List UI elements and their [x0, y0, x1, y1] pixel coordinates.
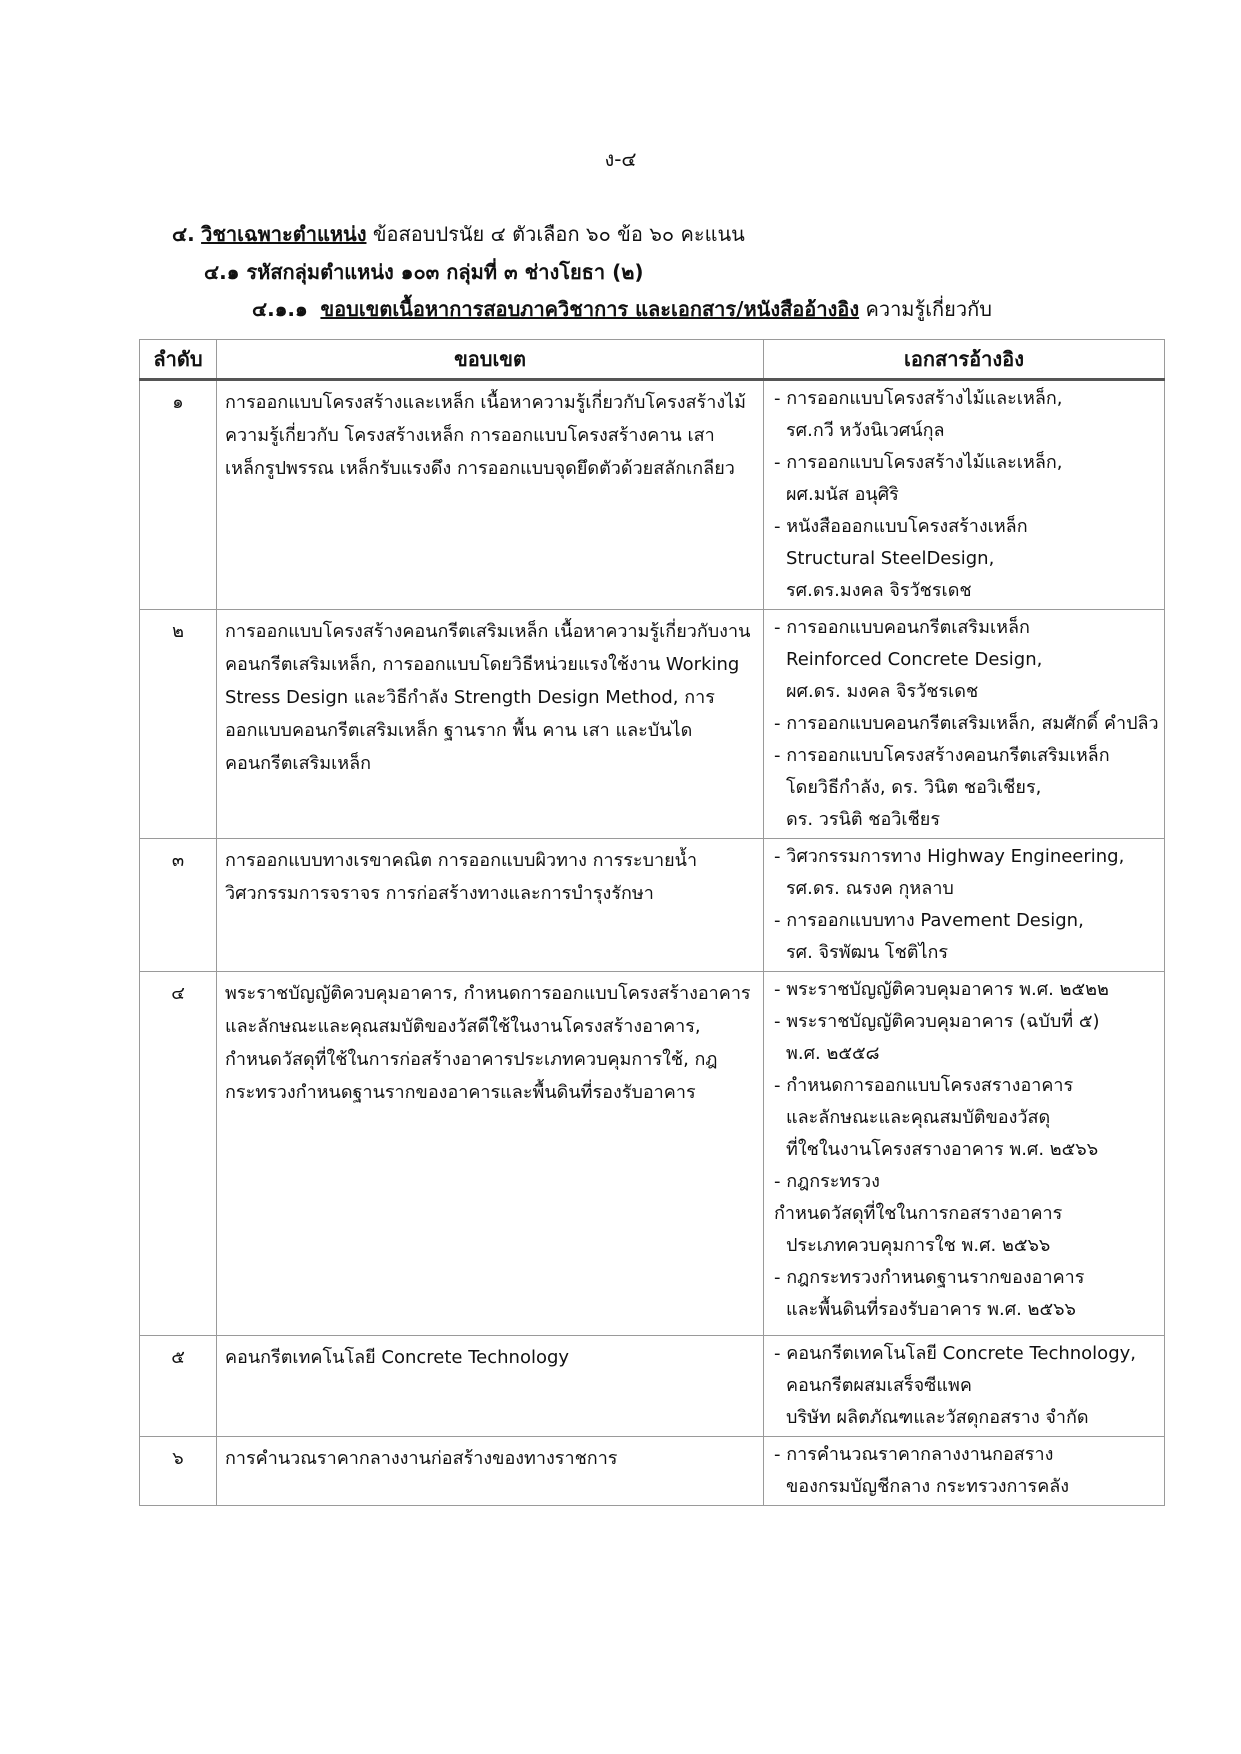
reference-line: - คอนกรีตเทคโนโลยี Concrete Technology, — [774, 1343, 1136, 1364]
row-references — [764, 1336, 1165, 1437]
header-no: ลำดับ — [140, 340, 217, 380]
reference-line: - การออกแบบคอนกรีตเสริมเหล็ก — [774, 617, 1030, 638]
reference-line: - พระราชบัญญัติควบคุมอาคาร พ.ศ. ๒๕๒๒ — [774, 979, 1109, 1000]
reference-line: และลักษณะและคุณสมบัติของวัสดุ — [786, 1107, 1051, 1128]
reference-line: พ.ศ. ๒๕๕๘ — [786, 1043, 880, 1064]
row-scope: พระราชบัญญัติควบคุมอาคาร, กำหนดการออกแบบโครงสร้างอาคารและลักษณะและคุณสมบัติของวัสดีใช้ในงานโครงสร้างอาคาร, กำหนดวัสดุที่ใช้ในการก่อสร้างอาคารประเภทควบคุมการใช้, กฎกระทรวงกำหนดฐานรากของอาคารและพื้นดินที่รองรับอาคาร — [217, 972, 764, 1336]
reference-line: ดร. วรนิติ ชอวิเชียร — [786, 809, 941, 830]
row-number: ๑ — [140, 380, 217, 610]
reference-line: - วิศวกรรมการทาง Highway Engineering, — [774, 846, 1125, 867]
reference-line: - การคำนวณราคากลางงานกอสราง — [774, 1444, 1054, 1465]
table-row — [140, 1336, 1165, 1437]
reference-line: Reinforced Concrete Design, — [786, 649, 1043, 670]
reference-line: - การออกแบบโครงสร้างไม้และเหล็ก, — [774, 452, 1063, 473]
row-number: ๓ — [140, 839, 217, 972]
reference-line: ผศ.ดร. มงคล จิรวัชรเดช — [786, 681, 979, 702]
table-header-row — [140, 340, 1165, 380]
reference-line: - การออกแบบทาง Pavement Design, — [774, 910, 1084, 931]
subsection-heading: ๔.๑ รหัสกลุ่มตำแหน่ง ๑๐๓ กลุ่มที่ ๓ ช่างโยธา (๒) — [204, 260, 644, 284]
row-number: ๖ — [140, 1437, 217, 1506]
reference-line: และพื้นดินที่รองรับอาคาร พ.ศ. ๒๕๖๖ — [786, 1299, 1076, 1320]
row-references — [764, 972, 1165, 1336]
row-scope: การออกแบบโครงสร้างคอนกรีตเสริมเหล็ก เนื้อหาความรู้เกี่ยวกับงานคอนกรีตเสริมเหล็ก, การออกแบบโดยวิธีหน่วยแรงใช้งาน Working Stress Design และวิธีกำลัง Strength Design Method, การออกแบบคอนกรีตเสริมเหล็ก ฐานราก พื้น คาน เสา และบันไดคอนกรีตเสริมเหล็ก — [217, 610, 764, 839]
subsubsection-number: ๔.๑.๑ — [252, 297, 308, 321]
row-references — [764, 1437, 1165, 1506]
subsubsection-title: ขอบเขตเนื้อหาการสอบภาควิชาการ และเอกสาร/หนังสืออ้างอิง — [320, 297, 860, 321]
reference-line: รศ.กวี หวังนิเวศน์กุล — [786, 420, 945, 441]
reference-line: - การออกแบบโครงสร้างคอนกรีตเสริมเหล็ก — [774, 745, 1110, 766]
reference-line: คอนกรีตผสมเสร็จซีแพค — [786, 1375, 972, 1396]
reference-line: กำหนดวัสดุที่ใชในการกอสรางอาคาร — [774, 1203, 1063, 1224]
reference-line: บริษัท ผลิตภัณฑและวัสดุกอสราง จำกัด — [786, 1407, 1089, 1428]
reference-line: - กฎกระทรวง — [774, 1171, 880, 1192]
row-references — [764, 380, 1165, 610]
row-number: ๒ — [140, 610, 217, 839]
row-scope: การคำนวณราคากลางงานก่อสร้างของทางราชการ — [217, 1437, 764, 1506]
reference-line: ประเภทควบคุมการใช พ.ศ. ๒๕๖๖ — [786, 1235, 1051, 1256]
row-scope: คอนกรีตเทคโนโลยี Concrete Technology — [217, 1336, 764, 1437]
reference-line: - พระราชบัญญัติควบคุมอาคาร (ฉบับที่ ๕) — [774, 1011, 1100, 1032]
scope-table — [139, 339, 1165, 1506]
reference-line: ผศ.มนัส อนุศิริ — [786, 484, 899, 505]
reference-line: ที่ใชในงานโครงสรางอาคาร พ.ศ. ๒๕๖๖ — [786, 1139, 1099, 1160]
table-row — [140, 972, 1165, 1336]
reference-line: Structural SteelDesign, — [786, 548, 995, 569]
table-row — [140, 1437, 1165, 1506]
section-number: ๔. — [172, 222, 195, 246]
reference-line: - การออกแบบโครงสร้างไม้และเหล็ก, — [774, 388, 1063, 409]
subsubsection-tail: ความรู้เกี่ยวกับ — [865, 297, 992, 321]
row-scope: การออกแบบทางเรขาคณิต การออกแบบผิวทาง การระบายน้ำ วิศวกรรมการจราจร การก่อสร้างทางและการบำรุงรักษา — [217, 839, 764, 972]
row-references — [764, 839, 1165, 972]
reference-line: - กฎกระทรวงกำหนดฐานรากของอาคาร — [774, 1267, 1085, 1288]
table-body — [140, 380, 1165, 1506]
reference-line: โดยวิธีกำลัง, ดร. วินิต ชอวิเชียร, — [786, 777, 1042, 798]
section-title: วิชาเฉพาะตำแหน่ง — [201, 222, 367, 246]
reference-line: - การออกแบบคอนกรีตเสริมเหล็ก, สมศักดิ์ คำปลิว — [774, 713, 1159, 734]
reference-line: ของกรมบัญชีกลาง กระทรวงการคลัง — [786, 1476, 1070, 1497]
subsubsection-heading — [252, 293, 992, 325]
section-heading — [172, 218, 745, 250]
row-number: ๕ — [140, 1336, 217, 1437]
reference-line: รศ.ดร. ณรงค กุหลาบ — [786, 878, 954, 899]
table-row — [140, 610, 1165, 839]
reference-line: - หนังสือออกแบบโครงสร้างเหล็ก — [774, 516, 1028, 537]
row-references — [764, 610, 1165, 839]
page-number: ง-๔ — [604, 147, 637, 171]
section-description: ข้อสอบปรนัย ๔ ตัวเลือก ๖๐ ข้อ ๖๐ คะแนน — [372, 222, 745, 246]
header-ref: เอกสารอ้างอิง — [764, 340, 1165, 380]
table-row — [140, 839, 1165, 972]
reference-line: รศ.ดร.มงคล จิรวัชรเดช — [786, 580, 972, 601]
reference-line: รศ. จิรพัฒน โชติไกร — [786, 942, 949, 963]
reference-line: - กำหนดการออกแบบโครงสรางอาคาร — [774, 1075, 1074, 1096]
row-scope: การออกแบบโครงสร้างและเหล็ก เนื้อหาความรู้เกี่ยวกับโครงสร้างไม้ ความรู้เกี่ยวกับ โครงสร้างเหล็ก การออกแบบโครงสร้างคาน เสา เหล็กรูปพรรณ เหล็กรับแรงดึง การออกแบบจุดยึดตัวด้วยสลักเกลียว — [217, 380, 764, 610]
row-number: ๔ — [140, 972, 217, 1336]
header-scope: ขอบเขต — [217, 340, 764, 380]
table-row — [140, 380, 1165, 610]
